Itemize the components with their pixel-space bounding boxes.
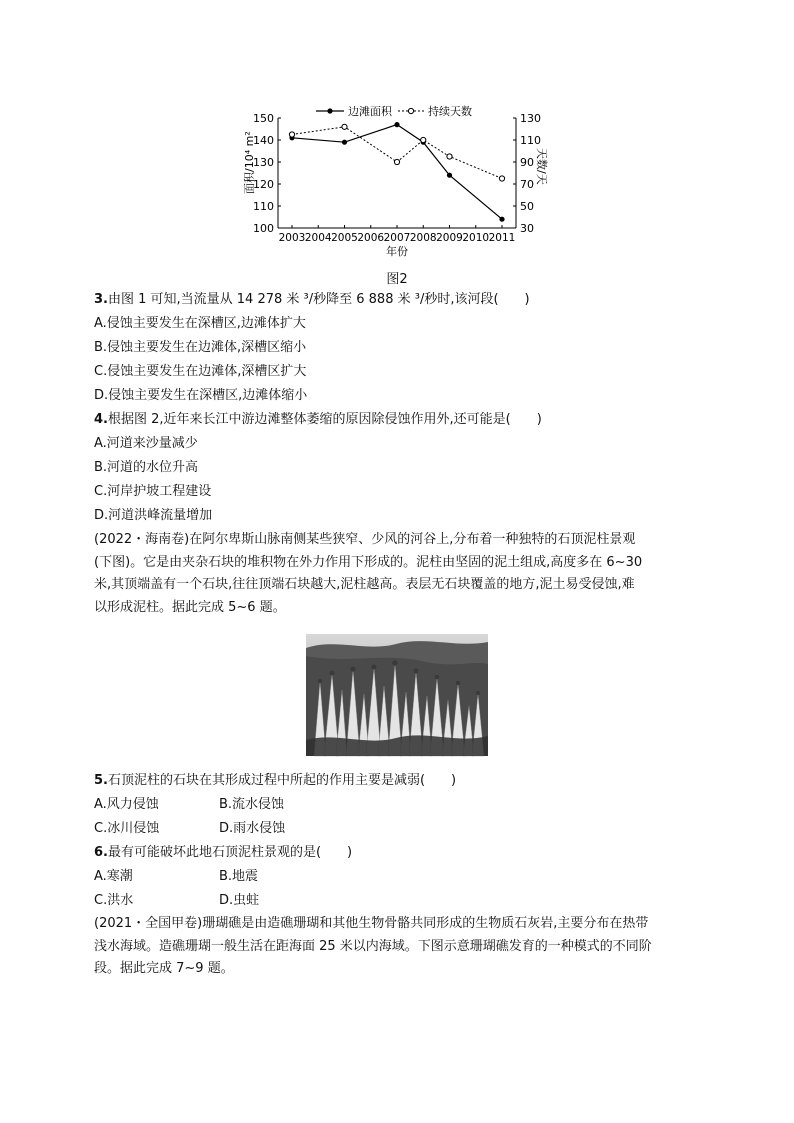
earth-pillar-photo — [306, 634, 488, 756]
q6-number: 6. — [94, 845, 108, 860]
x-tick-label: 2010 — [462, 232, 490, 244]
edge-beach-area-duration-chart — [236, 96, 548, 261]
days-series-line — [292, 127, 502, 179]
right-tick-label: 70 — [520, 178, 534, 191]
left-axis-label: 面积/10⁴ m² — [243, 131, 256, 194]
legend-area-marker — [327, 108, 332, 113]
q4-option-c: C.河岸护坡工程建设 — [94, 484, 212, 499]
q3-option-a: A.侵蚀主要发生在深槽区,边滩体扩大 — [94, 316, 306, 331]
q3-stem-line — [94, 290, 530, 310]
days-data-point — [394, 159, 399, 164]
q5-stem: 石顶泥柱的石块在其形成过程中所起的作用主要是减弱( ) — [107, 773, 457, 788]
days-data-point — [289, 132, 294, 137]
q3-option-c: C.侵蚀主要发生在边滩体,深槽区扩大 — [94, 364, 307, 379]
x-tick-label: 2006 — [357, 232, 385, 244]
passage3-line: 浅水海域。造礁珊瑚一般生活在距海面 25 米以内海域。下图示意珊瑚礁发育的一种模式的不同阶 — [94, 938, 652, 954]
area-series-line — [292, 125, 502, 220]
q3-number: 3. — [94, 292, 108, 307]
left-tick-label: 130 — [253, 156, 274, 169]
x-tick-label: 2011 — [488, 232, 516, 244]
passage3-line: (2021・全国甲卷)珊瑚礁是由造礁珊瑚和其他生物骨骼共同形成的生物质石灰岩,主要分布在热带 — [94, 916, 649, 931]
left-tick-label: 140 — [253, 134, 274, 147]
area-data-point — [342, 140, 347, 145]
q6-stem: 最有可能破坏此地石顶泥柱景观的是( ) — [107, 845, 353, 860]
left-tick-label: 100 — [253, 222, 274, 235]
q5-option-a: A.风力侵蚀 — [94, 797, 159, 812]
q4-option-a: A.河道来沙量减少 — [94, 436, 198, 451]
passage3-line: 段。据此完成 7~9 题。 — [94, 961, 234, 976]
q3-option-d: D.侵蚀主要发生在深槽区,边滩体缩小 — [94, 388, 308, 403]
area-data-point — [499, 217, 504, 222]
legend-days-marker — [408, 108, 413, 113]
series-area — [289, 122, 504, 222]
q6-stem-line — [94, 843, 352, 863]
q5-stem-line — [94, 771, 456, 791]
left-tick-label: 120 — [253, 178, 274, 191]
x-tick-label: 2005 — [331, 232, 358, 244]
legend-days-label: 持续天数 — [428, 105, 472, 118]
q5-option-c: C.冰川侵蚀 — [94, 821, 160, 836]
q4-stem: 根据图 2,近年来长江中游边滩整体萎缩的原因除侵蚀作用外,还可能是( ) — [107, 412, 542, 427]
left-axis-ticks — [253, 112, 281, 235]
passage2-line: 米,其顶端盖有一个石块,往往顶端石块越大,泥柱越高。表层无石块覆盖的地方,泥土易受侵蚀,难 — [94, 577, 635, 592]
passage2-line: (下图)。它是由夹杂石块的堆积物在外力作用下形成的。泥柱由坚固的泥土组成,高度多在 6~30 — [94, 554, 643, 570]
q4-option-b: B.河道的水位升高 — [94, 460, 199, 475]
x-tick-label: 2007 — [383, 232, 411, 244]
q4-number: 4. — [94, 412, 108, 427]
right-tick-label: 90 — [520, 156, 534, 169]
right-tick-label: 130 — [520, 112, 541, 125]
q5-options-row-1 — [94, 795, 284, 815]
series-days — [289, 124, 504, 181]
right-tick-label: 30 — [520, 222, 534, 235]
q4-stem-line — [94, 410, 542, 430]
legend-area-label: 边滩面积 — [348, 105, 392, 118]
x-tick-label: 2004 — [304, 232, 332, 244]
left-tick-label: 150 — [253, 112, 274, 125]
days-data-point — [421, 137, 426, 142]
right-tick-label: 50 — [520, 200, 534, 213]
right-axis-label: 天数/天 — [535, 148, 548, 185]
q6-options-row-2 — [94, 891, 259, 911]
q6-options-row-1 — [94, 867, 258, 887]
days-data-point — [342, 124, 347, 129]
area-data-point — [394, 122, 399, 127]
right-tick-label: 110 — [520, 134, 541, 147]
q4-option-d: D.河道洪峰流量增加 — [94, 508, 213, 523]
q5-option-d: D.雨水侵蚀 — [219, 821, 286, 836]
passage-haina-2022 — [94, 529, 694, 619]
passage2-line: (2022・海南卷)在阿尔卑斯山脉南侧某些狭窄、少风的河谷上,分布着一种独特的石顶泥柱景观 — [94, 532, 636, 547]
q5-option-b: B.流水侵蚀 — [219, 797, 285, 812]
q5-options-row-2 — [94, 819, 285, 839]
x-axis-label: 年份 — [386, 245, 408, 258]
x-tick-label: 2008 — [409, 232, 437, 244]
q6-option-c: C.洪水 — [94, 893, 134, 908]
days-data-point — [499, 176, 504, 181]
q3-option-b: B.侵蚀主要发生在边滩体,深槽区缩小 — [94, 340, 307, 355]
days-data-point — [447, 154, 452, 159]
x-tick-label: 2003 — [278, 232, 306, 244]
passage2-line: 以形成泥柱。据此完成 5~6 题。 — [94, 599, 286, 615]
chart-legend — [316, 104, 472, 118]
q6-option-a: A.寒潮 — [94, 869, 133, 884]
passage-jia-2021 — [94, 913, 694, 981]
q3-stem: 由图 1 可知,当流量从 14 278 米 ³/秒降至 6 888 米 ³/秒时,该河段( ) — [107, 292, 530, 307]
area-data-point — [447, 173, 452, 178]
q6-option-b: B.地震 — [219, 869, 259, 884]
x-tick-label: 2009 — [436, 232, 463, 244]
left-tick-label: 110 — [253, 200, 274, 213]
figure-caption: 图2 — [386, 272, 408, 287]
q6-option-d: D.虫蛀 — [219, 893, 260, 908]
q5-number: 5. — [94, 773, 108, 788]
